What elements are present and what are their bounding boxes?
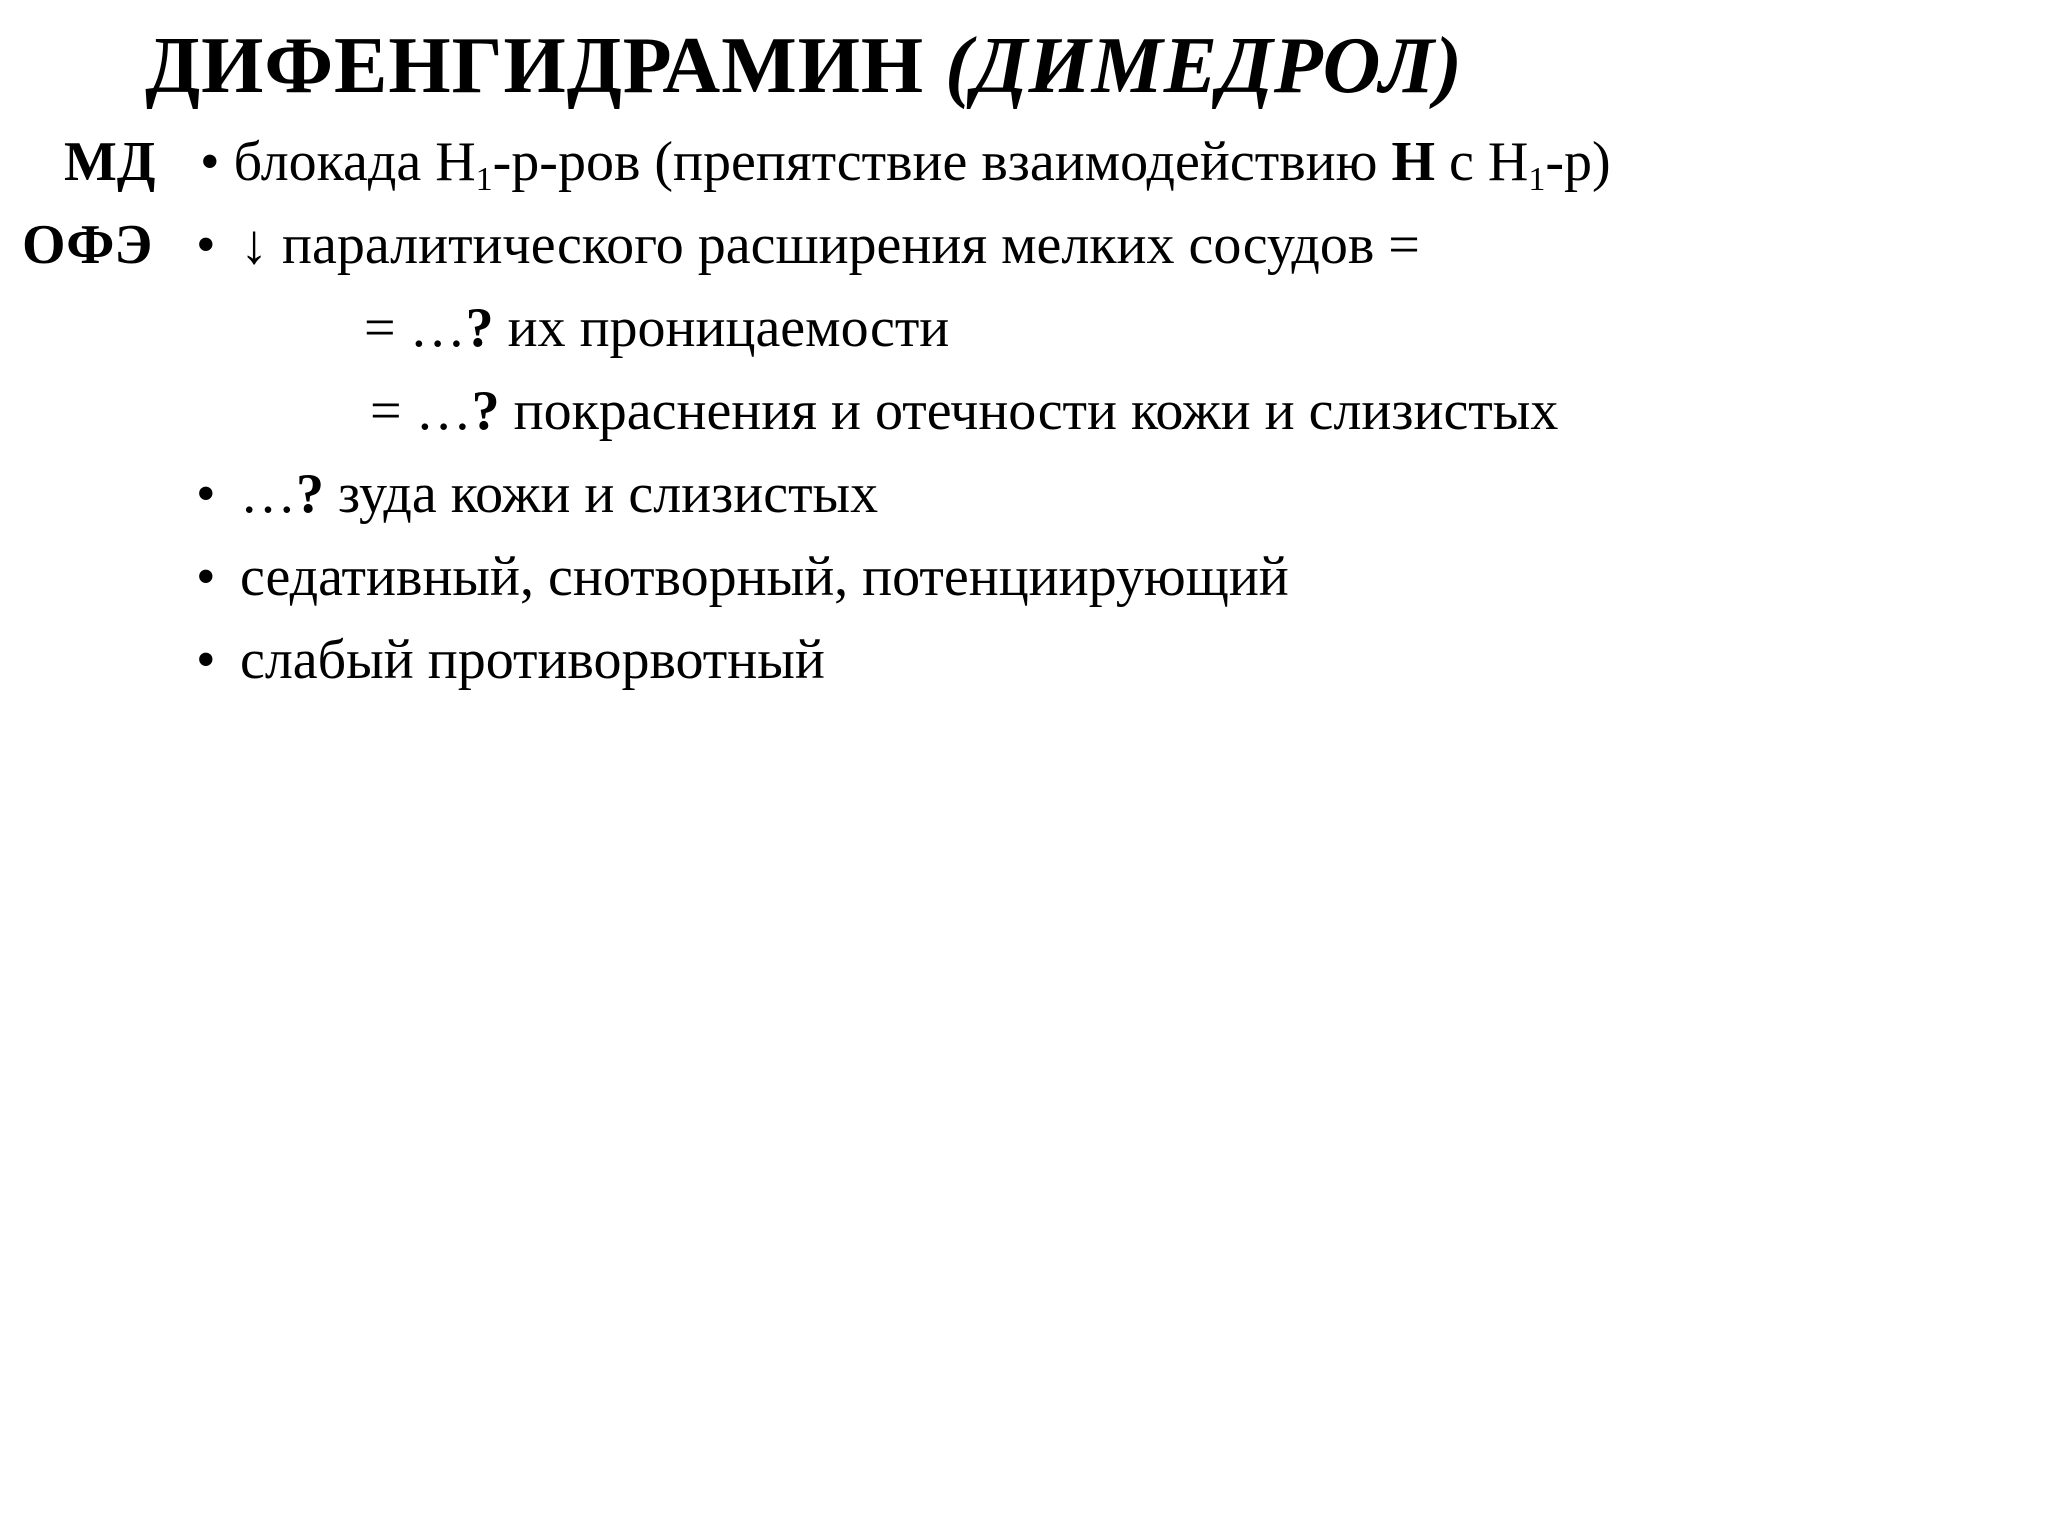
question-mark: ? — [296, 463, 324, 525]
title-main: ДИФЕНГИДРАМИН — [145, 22, 925, 110]
ofe-line-1 — [196, 210, 1420, 280]
ofe-line-3-prefix: = … — [370, 380, 472, 442]
ofe-line-1-text: ↓ паралитического расширения мелких сосудов = — [240, 214, 1420, 276]
md-text-2: -р-ров (препятствие взаимодействию — [492, 131, 1392, 193]
bullet: • — [196, 546, 216, 608]
title-alt-name: (ДИМЕДРОЛ) — [945, 22, 1463, 110]
bullet: • — [196, 214, 216, 276]
ofe-line-3 — [370, 376, 1558, 446]
md-subscript-2: 1 — [1528, 161, 1546, 198]
ofe-line-2-text: их проницаемости — [493, 297, 950, 359]
bullet: • — [196, 463, 216, 525]
page-title — [0, 18, 1608, 114]
question-mark: ? — [465, 297, 494, 359]
md-text-4: -р) — [1545, 131, 1611, 193]
md-bold-h: Н — [1391, 131, 1436, 193]
label-md: МД — [64, 131, 156, 193]
md-subscript-1: 1 — [475, 161, 493, 198]
itch-prefix: … — [240, 463, 296, 525]
sedative-text: седативный, снотворный, потенциирующий — [240, 546, 1289, 608]
md-text-1: блокада Н — [233, 131, 476, 193]
question-mark: ? — [471, 380, 500, 442]
list-item-sedative — [196, 542, 1289, 612]
md-line — [200, 127, 1611, 197]
bullet: • — [196, 629, 216, 691]
ofe-line-2-prefix: = … — [364, 297, 466, 359]
md-text-3: с Н — [1435, 131, 1529, 193]
label-ofe: ОФЭ — [22, 214, 153, 276]
list-item-itch — [196, 459, 878, 529]
ofe-line-3-text: покраснения и отечности кожи и слизистых — [499, 380, 1559, 442]
antiemetic-text: слабый противорвотный — [240, 629, 825, 691]
itch-text: зуда кожи и слизистых — [324, 463, 879, 525]
ofe-line-2 — [364, 293, 949, 363]
list-item-antiemetic — [196, 625, 825, 695]
bullet: • — [200, 131, 220, 193]
